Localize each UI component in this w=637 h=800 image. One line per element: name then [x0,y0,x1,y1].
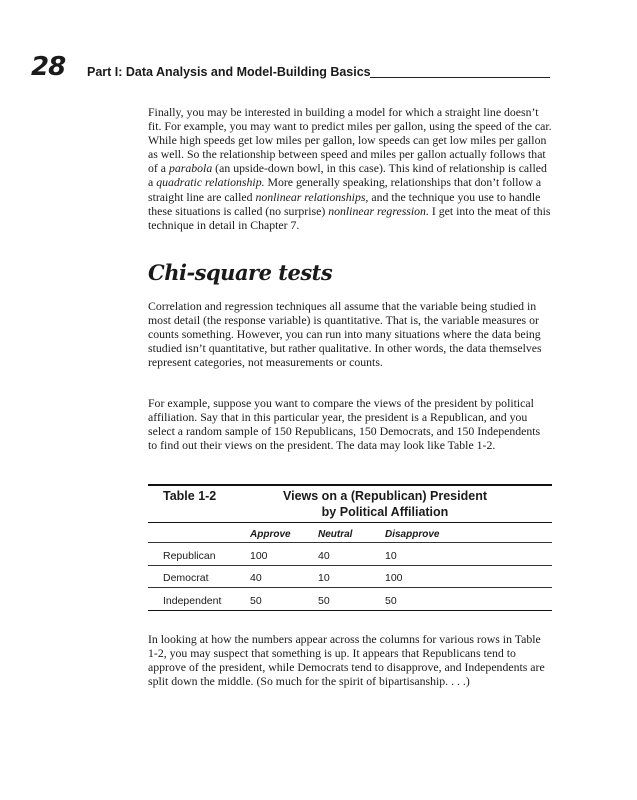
caption-line: by Political Affiliation [321,505,449,519]
column-header-disapprove: Disapprove [385,529,440,540]
row-label-democrat: Democrat [163,572,209,584]
column-header-approve: Approve [250,529,291,540]
table-cell: 50 [385,595,397,607]
table-cell: 40 [250,572,262,584]
table-top-rule [148,484,552,486]
row-divider [148,565,552,566]
paragraph-nonlinear-regression [148,105,552,232]
header-rule [370,77,550,78]
row-divider [148,542,552,543]
table-cell: 10 [385,550,397,562]
paragraph-interpretation: In looking at how the numbers appear across the columns for various rows in Table 1-2, you may suspect that something is up. It appears that Republicans tend to approve of the president, while Democrats tend to disapprove, and Independents are split down the middle. (So much for the spirit of bipartisanship. . . .) [148,632,545,689]
text-run: and the technique you use to handle these situations is called (no surprise) [148,189,541,218]
section-heading: Chi-square tests [148,260,333,285]
table-cell: 10 [318,572,330,584]
page-number: 28 [31,52,66,82]
table-cell: 40 [318,550,330,562]
table-header-rule [148,522,552,523]
row-label-independent: Independent [163,595,222,607]
text-run: I get into the meat of this technique in detail in Chapter 7. [148,203,551,232]
table-label: Table 1-2 [163,489,217,503]
column-header-neutral: Neutral [318,529,353,540]
emphasis-quadratic: quadratic relationship. [156,175,265,190]
table-cell: 50 [318,595,330,607]
emphasis-nonlinear-relationships: nonlinear relationships, [255,189,369,204]
table-cell: 100 [250,550,268,562]
table-caption [270,488,500,520]
emphasis-nonlinear-regression: nonlinear regression. [328,203,429,218]
running-head: Part I: Data Analysis and Model-Building Basics [87,65,371,79]
text-run: (an upside-down bowl, in this case). This kind of relationship is called a [148,161,547,190]
text-run: Finally, you may be interested in building a model for which a straight line doesn’t fit. For example, you may want to predict miles per gallon, using the speed of the car. While high speeds get low miles per gallon, low speeds can get low miles per gallon as well. So the relationship between speed and miles per gallon actually follows that of a [148,105,552,176]
paragraph-example: For example, suppose you want to compare the views of the president by political affiliation. Say that in this particular year, the president is a Republican, and you select a random sample of 150 Republicans, 150 Democrats, and 150 Independents to find out their views on the president. The data may look like Table 1-2. [148,396,541,453]
row-label-republican: Republican [163,550,216,562]
paragraph-qualitative-data: Correlation and regression techniques all assume that the variable being studied in most detail (the response variable) is quantitative. That is, the variable measures or counts something. However, you can run into many situations where the data being studied isn’t quantitative, but rather qualitative. In other words, the data themselves represent categories, not measurements or counts. [148,299,542,370]
table-cell: 100 [385,572,403,584]
row-divider [148,587,552,588]
emphasis-parabola: parabola [168,161,213,176]
table-bottom-rule [148,610,552,611]
table-cell: 50 [250,595,262,607]
caption-line: Views on a (Republican) President [283,489,487,503]
text-run: More generally speaking, relationships that don’t follow a straight line are called [148,175,542,204]
